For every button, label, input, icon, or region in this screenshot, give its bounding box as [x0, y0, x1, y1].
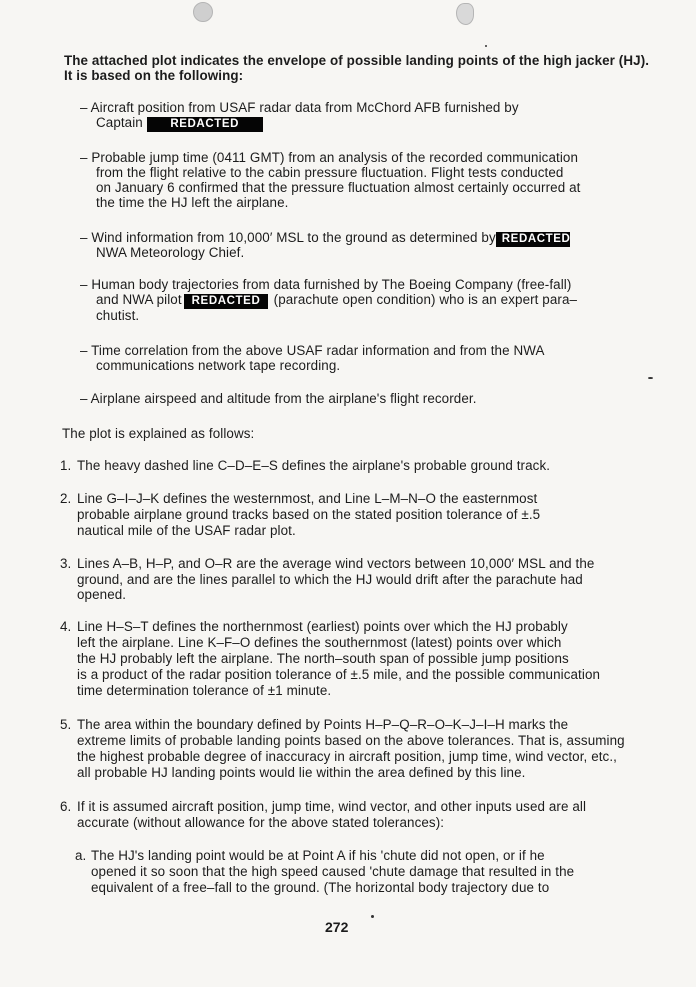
- bullet-line: the time the HJ left the airplane.: [96, 195, 289, 210]
- bullet-line: – Time correlation from the above USAF radar information and from the NWA: [80, 343, 545, 358]
- item-number: 1.: [60, 458, 72, 473]
- bullet-text: Captain: [96, 115, 143, 130]
- punch-hole-mark: [456, 3, 474, 25]
- bullet-line: NWA Meteorology Chief.: [96, 245, 245, 260]
- scan-speck: [485, 45, 487, 47]
- subitem-label: a.: [75, 848, 87, 863]
- item-number: 4.: [60, 619, 72, 634]
- intro-line: It is based on the following:: [64, 68, 244, 83]
- bullet-line: [96, 115, 263, 132]
- bullet-line: – Human body trajectories from data furnished by The Boeing Company (free-fall): [80, 277, 572, 292]
- item-line: opened.: [77, 587, 127, 602]
- bullet-line: on January 6 confirmed that the pressure fluctuation almost certainly occurred at: [96, 180, 581, 195]
- item-line: Line H–S–T defines the northernmost (earliest) points over which the HJ probably: [77, 619, 568, 634]
- bullet-line: – Airplane airspeed and altitude from the airplane's flight recorder.: [80, 391, 477, 406]
- redaction-box: REDACTED: [496, 232, 570, 247]
- page-number: 272: [325, 919, 349, 935]
- item-line: ground, and are the lines parallel to which the HJ would drift after the parachute had: [77, 572, 583, 587]
- redaction-box: REDACTED: [184, 294, 268, 309]
- item-number: 3.: [60, 556, 72, 571]
- item-line: the HJ probably left the airplane. The north–south span of possible jump positions: [77, 651, 569, 666]
- redaction-box: REDACTED: [147, 117, 263, 132]
- item-line: extreme limits of probable landing points based on the above tolerances. That is, assuming: [77, 733, 625, 748]
- item-line: left the airplane. Line K–F–O defines the southernmost (latest) points over which: [77, 635, 562, 650]
- bullet-text: (parachute open condition) who is an expert para–: [273, 292, 578, 307]
- item-line: If it is assumed aircraft position, jump time, wind vector, and other inputs used are all: [77, 799, 587, 814]
- item-line: is a product of the radar position tolerance of ±.5 mile, and the possible communication: [77, 667, 601, 682]
- item-line: The area within the boundary defined by Points H–P–Q–R–O–K–J–I–H marks the: [77, 717, 569, 732]
- item-number: 5.: [60, 717, 72, 732]
- scan-speck: [371, 915, 374, 918]
- item-line: accurate (without allowance for the above stated tolerances):: [77, 815, 445, 830]
- subitem-line: The HJ's landing point would be at Point A if his 'chute did not open, or if he: [91, 848, 545, 863]
- item-line: Lines A–B, H–P, and O–R are the average wind vectors between 10,000′ MSL and the: [77, 556, 595, 571]
- punch-hole-mark: [193, 2, 213, 22]
- bullet-line: [96, 292, 577, 309]
- item-line: nautical mile of the USAF radar plot.: [77, 523, 296, 538]
- bullet-line: – Probable jump time (0411 GMT) from an analysis of the recorded communication: [80, 150, 579, 165]
- section-heading: The plot is explained as follows:: [62, 426, 255, 441]
- bullet-line: chutist.: [96, 308, 140, 323]
- bullet-line: communications network tape recording.: [96, 358, 341, 373]
- scan-speck: [648, 377, 653, 379]
- item-line: all probable HJ landing points would lie within the area defined by this line.: [77, 765, 526, 780]
- item-number: 6.: [60, 799, 72, 814]
- bullet-text: and NWA pilot: [96, 292, 182, 307]
- subitem-line: opened it so soon that the high speed caused 'chute damage that resulted in the: [91, 864, 575, 879]
- intro-line: The attached plot indicates the envelope of possible landing points of the high jacker (HJ).: [64, 53, 650, 68]
- item-line: probable airplane ground tracks based on the stated position tolerance of ±.5: [77, 507, 541, 522]
- bullet-text: – Wind information from 10,000′ MSL to the ground as determined by: [80, 230, 496, 245]
- bullet-line: from the flight relative to the cabin pressure fluctuation. Flight tests conducted: [96, 165, 564, 180]
- item-line: The heavy dashed line C–D–E–S defines the airplane's probable ground track.: [77, 458, 551, 473]
- item-line: Line G–I–J–K defines the westernmost, and Line L–M–N–O the easternmost: [77, 491, 538, 506]
- item-line: time determination tolerance of ±1 minute.: [77, 683, 332, 698]
- item-number: 2.: [60, 491, 72, 506]
- subitem-line: equivalent of a free–fall to the ground. (The horizontal body trajectory due to: [91, 880, 550, 895]
- item-line: the highest probable degree of inaccuracy in aircraft position, jump time, wind vector, etc.,: [77, 749, 617, 764]
- bullet-line: – Aircraft position from USAF radar data from McChord AFB furnished by: [80, 100, 519, 115]
